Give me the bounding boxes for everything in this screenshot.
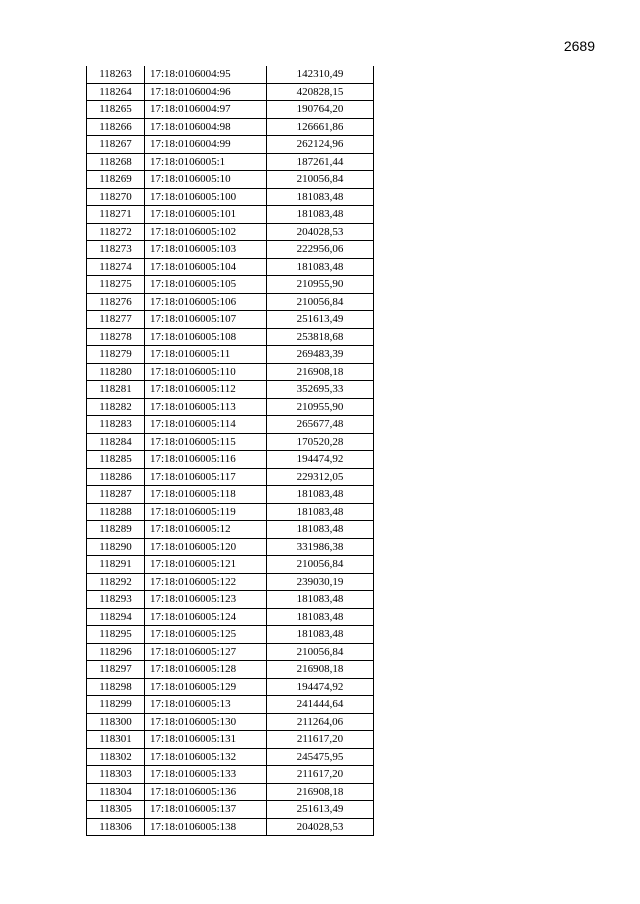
row-id-cell: 118284: [87, 433, 145, 451]
cadastral-number-cell: 17:18:0106005:100: [145, 188, 267, 206]
cadastral-number-cell: 17:18:0106005:12: [145, 521, 267, 539]
table-row: [87, 83, 374, 101]
row-id-cell: 118270: [87, 188, 145, 206]
value-cell: 420828,15: [267, 83, 374, 101]
table-row: [87, 136, 374, 154]
cadastral-number-cell: 17:18:0106005:117: [145, 468, 267, 486]
value-cell: 352695,33: [267, 381, 374, 399]
cadastral-number-cell: 17:18:0106005:115: [145, 433, 267, 451]
cadastral-number-cell: 17:18:0106005:112: [145, 381, 267, 399]
row-id-cell: 118265: [87, 101, 145, 119]
row-id-cell: 118290: [87, 538, 145, 556]
row-id-cell: 118263: [87, 66, 145, 83]
cadastral-number-cell: 17:18:0106004:95: [145, 66, 267, 83]
value-cell: 181083,48: [267, 206, 374, 224]
table-row: [87, 206, 374, 224]
row-id-cell: 118264: [87, 83, 145, 101]
cadastral-number-cell: 17:18:0106005:105: [145, 276, 267, 294]
table-row: [87, 276, 374, 294]
value-cell: 245475,95: [267, 748, 374, 766]
row-id-cell: 118278: [87, 328, 145, 346]
table-row: [87, 783, 374, 801]
table-row: [87, 451, 374, 469]
value-cell: 181083,48: [267, 503, 374, 521]
value-cell: 210056,84: [267, 556, 374, 574]
table-row: [87, 346, 374, 364]
value-cell: 222956,06: [267, 241, 374, 259]
row-id-cell: 118268: [87, 153, 145, 171]
value-cell: 239030,19: [267, 573, 374, 591]
value-cell: 194474,92: [267, 451, 374, 469]
value-cell: 262124,96: [267, 136, 374, 154]
value-cell: 181083,48: [267, 258, 374, 276]
row-id-cell: 118277: [87, 311, 145, 329]
value-cell: 170520,28: [267, 433, 374, 451]
value-cell: 181083,48: [267, 626, 374, 644]
value-cell: 210056,84: [267, 643, 374, 661]
table-row: [87, 223, 374, 241]
table-row: [87, 171, 374, 189]
row-id-cell: 118302: [87, 748, 145, 766]
value-cell: 216908,18: [267, 783, 374, 801]
row-id-cell: 118267: [87, 136, 145, 154]
table-row: [87, 101, 374, 119]
row-id-cell: 118266: [87, 118, 145, 136]
cadastral-number-cell: 17:18:0106005:129: [145, 678, 267, 696]
row-id-cell: 118276: [87, 293, 145, 311]
table-row: [87, 766, 374, 784]
cadastral-number-cell: 17:18:0106004:96: [145, 83, 267, 101]
cadastral-number-cell: 17:18:0106005:124: [145, 608, 267, 626]
cadastral-number-cell: 17:18:0106005:123: [145, 591, 267, 609]
row-id-cell: 118269: [87, 171, 145, 189]
table-row: [87, 503, 374, 521]
table-body: [87, 66, 374, 836]
cadastral-number-cell: 17:18:0106005:130: [145, 713, 267, 731]
cadastral-number-cell: 17:18:0106005:106: [145, 293, 267, 311]
cadastral-number-cell: 17:18:0106004:97: [145, 101, 267, 119]
value-cell: 229312,05: [267, 468, 374, 486]
row-id-cell: 118274: [87, 258, 145, 276]
row-id-cell: 118275: [87, 276, 145, 294]
table-row: [87, 556, 374, 574]
table-row: [87, 643, 374, 661]
table-row: [87, 678, 374, 696]
cadastral-number-cell: 17:18:0106005:127: [145, 643, 267, 661]
cadastral-number-cell: 17:18:0106004:98: [145, 118, 267, 136]
table-row: [87, 573, 374, 591]
value-cell: 210056,84: [267, 293, 374, 311]
cadastral-number-cell: 17:18:0106005:108: [145, 328, 267, 346]
cadastral-number-cell: 17:18:0106005:104: [145, 258, 267, 276]
cadastral-number-cell: 17:18:0106004:99: [145, 136, 267, 154]
cadastral-number-cell: 17:18:0106005:101: [145, 206, 267, 224]
cadastral-number-cell: 17:18:0106005:114: [145, 416, 267, 434]
value-cell: 181083,48: [267, 521, 374, 539]
row-id-cell: 118305: [87, 801, 145, 819]
value-cell: 181083,48: [267, 188, 374, 206]
table-row: [87, 258, 374, 276]
value-cell: 251613,49: [267, 311, 374, 329]
value-cell: 265677,48: [267, 416, 374, 434]
value-cell: 211264,06: [267, 713, 374, 731]
table-row: [87, 433, 374, 451]
row-id-cell: 118287: [87, 486, 145, 504]
value-cell: 181083,48: [267, 608, 374, 626]
cadastral-number-cell: 17:18:0106005:13: [145, 696, 267, 714]
row-id-cell: 118298: [87, 678, 145, 696]
row-id-cell: 118303: [87, 766, 145, 784]
table-row: [87, 241, 374, 259]
value-cell: 211617,20: [267, 766, 374, 784]
value-cell: 190764,20: [267, 101, 374, 119]
table-row: [87, 328, 374, 346]
table-row: [87, 713, 374, 731]
cadastral-number-cell: 17:18:0106005:102: [145, 223, 267, 241]
row-id-cell: 118292: [87, 573, 145, 591]
row-id-cell: 118285: [87, 451, 145, 469]
cadastral-number-cell: 17:18:0106005:107: [145, 311, 267, 329]
table-row: [87, 381, 374, 399]
value-cell: 210056,84: [267, 171, 374, 189]
table-row: [87, 608, 374, 626]
value-cell: 204028,53: [267, 223, 374, 241]
row-id-cell: 118306: [87, 818, 145, 836]
table-row: [87, 626, 374, 644]
row-id-cell: 118272: [87, 223, 145, 241]
value-cell: 210955,90: [267, 398, 374, 416]
cadastral-number-cell: 17:18:0106005:136: [145, 783, 267, 801]
row-id-cell: 118288: [87, 503, 145, 521]
cadastral-number-cell: 17:18:0106005:113: [145, 398, 267, 416]
row-id-cell: 118283: [87, 416, 145, 434]
table-row: [87, 696, 374, 714]
table-row: [87, 731, 374, 749]
cadastral-number-cell: 17:18:0106005:1: [145, 153, 267, 171]
cadastral-number-cell: 17:18:0106005:119: [145, 503, 267, 521]
row-id-cell: 118301: [87, 731, 145, 749]
value-cell: 241444,64: [267, 696, 374, 714]
table-row: [87, 118, 374, 136]
table-row: [87, 363, 374, 381]
value-cell: 187261,44: [267, 153, 374, 171]
cadastral-number-cell: 17:18:0106005:120: [145, 538, 267, 556]
value-cell: 216908,18: [267, 661, 374, 679]
value-cell: 269483,39: [267, 346, 374, 364]
cadastral-number-cell: 17:18:0106005:11: [145, 346, 267, 364]
row-id-cell: 118293: [87, 591, 145, 609]
table-row: [87, 416, 374, 434]
cadastral-number-cell: 17:18:0106005:138: [145, 818, 267, 836]
row-id-cell: 118281: [87, 381, 145, 399]
value-cell: 211617,20: [267, 731, 374, 749]
row-id-cell: 118279: [87, 346, 145, 364]
cadastral-number-cell: 17:18:0106005:118: [145, 486, 267, 504]
table-row: [87, 398, 374, 416]
table-row: [87, 521, 374, 539]
value-cell: 204028,53: [267, 818, 374, 836]
value-cell: 253818,68: [267, 328, 374, 346]
cadastral-number-cell: 17:18:0106005:103: [145, 241, 267, 259]
row-id-cell: 118273: [87, 241, 145, 259]
row-id-cell: 118282: [87, 398, 145, 416]
table-row: [87, 538, 374, 556]
table-row: [87, 293, 374, 311]
row-id-cell: 118294: [87, 608, 145, 626]
row-id-cell: 118271: [87, 206, 145, 224]
cadastral-number-cell: 17:18:0106005:116: [145, 451, 267, 469]
page-number: 2689: [563, 38, 595, 54]
row-id-cell: 118304: [87, 783, 145, 801]
value-cell: 142310,49: [267, 66, 374, 83]
table-row: [87, 661, 374, 679]
row-id-cell: 118297: [87, 661, 145, 679]
cadastral-number-cell: 17:18:0106005:132: [145, 748, 267, 766]
value-cell: 331986,38: [267, 538, 374, 556]
cadastral-number-cell: 17:18:0106005:131: [145, 731, 267, 749]
table-row: [87, 153, 374, 171]
data-table: [86, 66, 374, 836]
value-cell: 216908,18: [267, 363, 374, 381]
value-cell: 126661,86: [267, 118, 374, 136]
row-id-cell: 118296: [87, 643, 145, 661]
row-id-cell: 118295: [87, 626, 145, 644]
table-row: [87, 468, 374, 486]
table-row: [87, 748, 374, 766]
value-cell: 181083,48: [267, 486, 374, 504]
value-cell: 251613,49: [267, 801, 374, 819]
cadastral-number-cell: 17:18:0106005:128: [145, 661, 267, 679]
cadastral-number-cell: 17:18:0106005:122: [145, 573, 267, 591]
cadastral-number-cell: 17:18:0106005:125: [145, 626, 267, 644]
cadastral-number-cell: 17:18:0106005:133: [145, 766, 267, 784]
row-id-cell: 118280: [87, 363, 145, 381]
table-row: [87, 591, 374, 609]
value-cell: 194474,92: [267, 678, 374, 696]
row-id-cell: 118286: [87, 468, 145, 486]
value-cell: 181083,48: [267, 591, 374, 609]
cadastral-number-cell: 17:18:0106005:121: [145, 556, 267, 574]
cadastral-number-cell: 17:18:0106005:110: [145, 363, 267, 381]
table-row: [87, 311, 374, 329]
cadastral-number-cell: 17:18:0106005:137: [145, 801, 267, 819]
row-id-cell: 118300: [87, 713, 145, 731]
row-id-cell: 118289: [87, 521, 145, 539]
cadastral-number-cell: 17:18:0106005:10: [145, 171, 267, 189]
row-id-cell: 118291: [87, 556, 145, 574]
table-row: [87, 486, 374, 504]
value-cell: 210955,90: [267, 276, 374, 294]
table-row: [87, 66, 374, 83]
table-row: [87, 188, 374, 206]
row-id-cell: 118299: [87, 696, 145, 714]
table-row: [87, 801, 374, 819]
table-row: [87, 818, 374, 836]
